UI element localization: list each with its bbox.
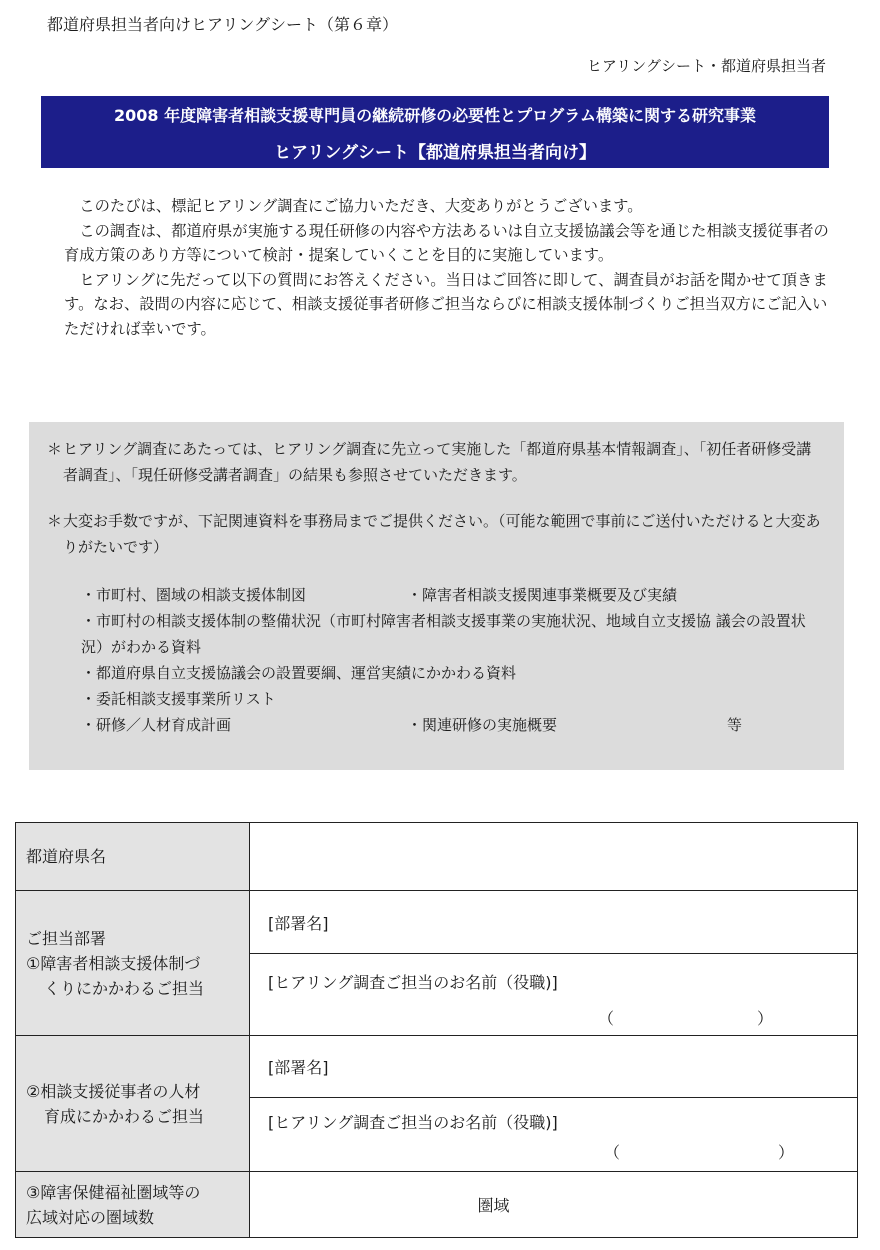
list-item [81,712,826,738]
intro-paragraph-3: ヒアリングに先だって以下の質問にお答えください。当日はご回答に即して、調査員がお話を聞かせて頂きます。なお、設問の内容に応じて、相談支援従事者研修ご担当ならびに相談支援体制づくりご担当双方にご記入いただければ幸いです。 [64,270,828,338]
doc-item: ・関連研修の実施概要 [407,716,558,734]
dept1-label-line1: ①障害者相談支援体制づ [26,953,201,973]
list-item [81,686,826,712]
banner-project-title: 2008 年度障害者相談支援専門員の継続研修の必要性とプログラム構築に関する研究事業 [114,106,756,125]
dept-heading: ご担当部署 [26,928,107,948]
intro-text [64,194,830,341]
notes-box [29,422,844,770]
name-field-label: [ヒアリング調査ご担当のお名前（役職)] [268,1113,558,1132]
list-item [81,608,826,660]
table-row [16,1172,858,1238]
doc-item: ・市町村の相談支援体制の整備状況（市町村障害者相談支援事業の実施状況、地域自立支援協 [81,612,712,630]
dept2-label-line2: 育成にかかわるご担当 [44,1106,205,1126]
doc-item: ・都道府県自立支援協議会の設置要綱、運営実績にかかわる資料 [81,664,517,682]
area-count-label [16,1172,250,1238]
dept1-label [16,891,250,1036]
intro-paragraph-2: この調査は、都道府県が実施する現任研修の内容や方法あるいは自立支援協議会等を通じた相談支援従事者の育成方策のあり方等について検討・提案していくことを目的に実施しています。 [64,221,829,264]
note-request-documents [47,508,826,560]
asterisk-mark: ＊ [47,512,63,530]
doc-item: ・研修／人材育成計画 [81,716,232,734]
dept1-label-line2: くりにかかわるご担当 [44,978,205,998]
note-reference-surveys [47,436,826,488]
note-text: 大変お手数ですが、下記関連資料を事務局までご提供ください。（可能な範囲で事前にご送付いただけると大変ありがたいです） [63,512,821,556]
dept2-department-cell[interactable] [250,1036,858,1098]
asterisk-mark: ＊ [47,440,63,458]
position-parentheses: （ ） [598,1009,773,1028]
hearing-form-table [15,822,858,1238]
document-header-subtitle: ヒアリングシート・都道府県担当者 [586,57,826,75]
doc-item-continuation: 議会の設置状況）がわかる資料 [81,612,806,656]
area-label-line1: ③障害保健福祉圏域等の [26,1182,201,1202]
doc-item: ・障害者相談支援関連事業概要及び実績 [407,586,678,604]
name-field-label: [ヒアリング調査ご担当のお名前（役職)] [268,973,558,992]
dept2-label [16,1036,250,1172]
title-banner [41,96,829,168]
table-row [16,823,858,891]
document-header-title: 都道府県担当者向けヒアリングシート（第６章） [47,15,399,34]
intro-paragraph-1: このたびは、標記ヒアリング調査にご協力いただき、大変ありがとうございます。 [79,197,643,215]
area-unit-label: 圏域 [477,1196,510,1215]
table-row [16,1036,858,1098]
dept2-name-cell[interactable] [250,1098,858,1172]
table-row [16,891,858,954]
position-parentheses: （ ） [604,1143,794,1162]
prefecture-input-cell[interactable] [250,823,858,891]
area-count-cell[interactable] [250,1172,858,1238]
dept1-department-cell[interactable] [250,891,858,954]
banner-sheet-title: ヒアリングシート【都道府県担当者向け】 [274,143,596,163]
department-field-label: [部署名] [268,1058,329,1077]
dept2-label-line1: ②相談支援従事者の人材 [26,1081,201,1101]
area-label-line2: 広域対応の圏域数 [26,1207,155,1227]
doc-item-etc: 等 [727,716,743,734]
requested-documents-list [81,582,826,738]
prefecture-label: 都道府県名 [16,823,250,891]
department-field-label: [部署名] [268,913,329,933]
note-text: ヒアリング調査にあたっては、ヒアリング調査に先立って実施した「都道府県基本情報調査」、「初任者研修受講者調査」、「現任研修受講者調査」の結果も参照させていただきます。 [63,440,812,484]
list-item [81,582,826,608]
dept1-name-cell[interactable] [250,954,858,1036]
doc-item: ・市町村、圏域の相談支援体制図 [81,586,307,604]
doc-item: ・委託相談支援事業所リスト [81,690,276,708]
list-item [81,660,826,686]
